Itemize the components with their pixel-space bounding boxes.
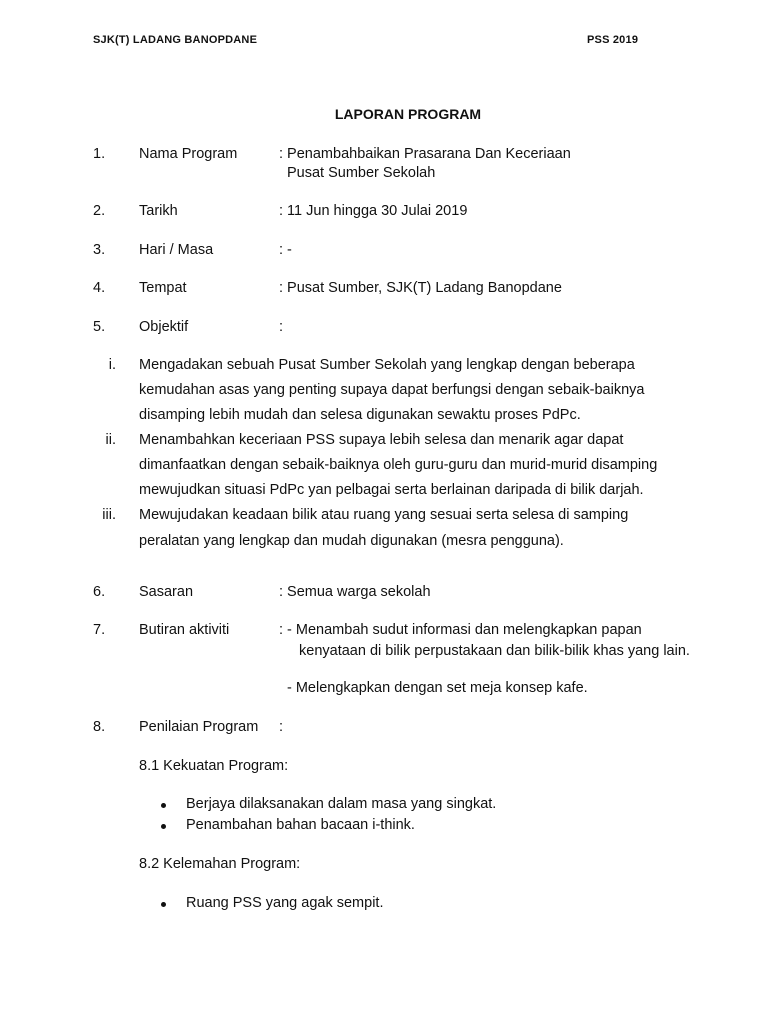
item-number-6: 6. xyxy=(93,584,106,600)
objective-iii-line: peralatan yang lengkap dan mudah digunakan (mesra pengguna). xyxy=(139,533,564,549)
objective-i-line: disamping lebih mudah dan selesa digunakan sewaktu proses PdPc. xyxy=(139,407,581,423)
kekuatan-bullet-item: Penambahan bahan bacaan i-think. xyxy=(186,817,415,833)
item-label-nama-program: Nama Program xyxy=(139,146,238,162)
item-number-8: 8. xyxy=(93,719,106,735)
item-number-3: 3. xyxy=(93,242,106,258)
objective-ii-line: dimanfaatkan dengan sebaik-baiknya oleh guru-guru dan murid-murid disamping xyxy=(139,457,658,473)
item-label-hari-masa: Hari / Masa xyxy=(139,242,214,258)
header-year: PSS 2019 xyxy=(587,34,639,46)
kelemahan-bullet-item: Ruang PSS yang agak sempit. xyxy=(186,895,384,911)
objective-number-ii: ii. xyxy=(105,432,116,448)
item-label-sasaran: Sasaran xyxy=(139,584,194,600)
item-value-butiran-line3: - Melengkapkan dengan set meja konsep kafe. xyxy=(287,680,588,696)
item-number-4: 4. xyxy=(93,280,106,296)
item-number-7: 7. xyxy=(93,622,106,638)
objective-number-iii: iii. xyxy=(102,507,116,523)
item-number-5: 5. xyxy=(93,319,106,335)
item-value-nama-program-line1: : Penambahbaikan Prasarana Dan Keceriaan xyxy=(279,146,571,162)
page-title: LAPORAN PROGRAM xyxy=(334,106,482,122)
bullet-icon xyxy=(161,902,166,907)
item-label-butiran-aktiviti: Butiran aktiviti xyxy=(139,622,230,638)
item-label-objektif: Objektif xyxy=(139,319,189,335)
objective-ii-line: Menambahkan keceriaan PSS supaya lebih selesa dan menarik agar dapat xyxy=(139,432,624,448)
item-value-nama-program-line2: Pusat Sumber Sekolah xyxy=(287,165,436,181)
objective-ii-line: mewujudkan situasi PdPc yan pelbagai serta berlainan daripada di bilik darjah. xyxy=(139,482,644,498)
item-value-butiran-line1: : - Menambah sudut informasi dan melengkapkan papan xyxy=(279,622,642,638)
item-value-sasaran: : Semua warga sekolah xyxy=(279,584,431,600)
item-value-tarikh: : 11 Jun hingga 30 Julai 2019 xyxy=(279,203,468,219)
item-number-1: 1. xyxy=(93,146,106,162)
objective-i-line: Mengadakan sebuah Pusat Sumber Sekolah yang lengkap dengan beberapa xyxy=(139,357,635,373)
item-label-tempat: Tempat xyxy=(139,280,187,296)
item-number-2: 2. xyxy=(93,203,106,219)
objective-iii-line: Mewujudakan keadaan bilik atau ruang yang sesuai serta selesa di samping xyxy=(139,507,629,523)
objective-number-i: i. xyxy=(108,357,116,373)
item-value-objektif: : xyxy=(279,319,284,335)
header-school-name: SJK(T) LADANG BANOPDANE xyxy=(93,34,258,46)
bullet-icon xyxy=(161,824,166,829)
item-label-penilaian-program: Penilaian Program xyxy=(139,719,259,735)
item-value-butiran-line2: kenyataan di bilik perpustakaan dan bilik-bilik khas yang lain. xyxy=(299,643,690,659)
objective-i-line: kemudahan asas yang penting supaya dapat berfungsi dengan sebaik-baiknya xyxy=(139,382,645,398)
kekuatan-heading: 8.1 Kekuatan Program: xyxy=(139,758,289,774)
item-value-tempat: : Pusat Sumber, SJK(T) Ladang Banopdane xyxy=(279,280,562,296)
item-label-tarikh: Tarikh xyxy=(139,203,178,219)
bullet-icon xyxy=(161,803,166,808)
kelemahan-heading: 8.2 Kelemahan Program: xyxy=(139,856,301,872)
item-value-penilaian-program: : xyxy=(279,719,284,735)
kekuatan-bullet-item: Berjaya dilaksanakan dalam masa yang singkat. xyxy=(186,796,497,812)
item-value-hari-masa: : - xyxy=(279,242,292,258)
